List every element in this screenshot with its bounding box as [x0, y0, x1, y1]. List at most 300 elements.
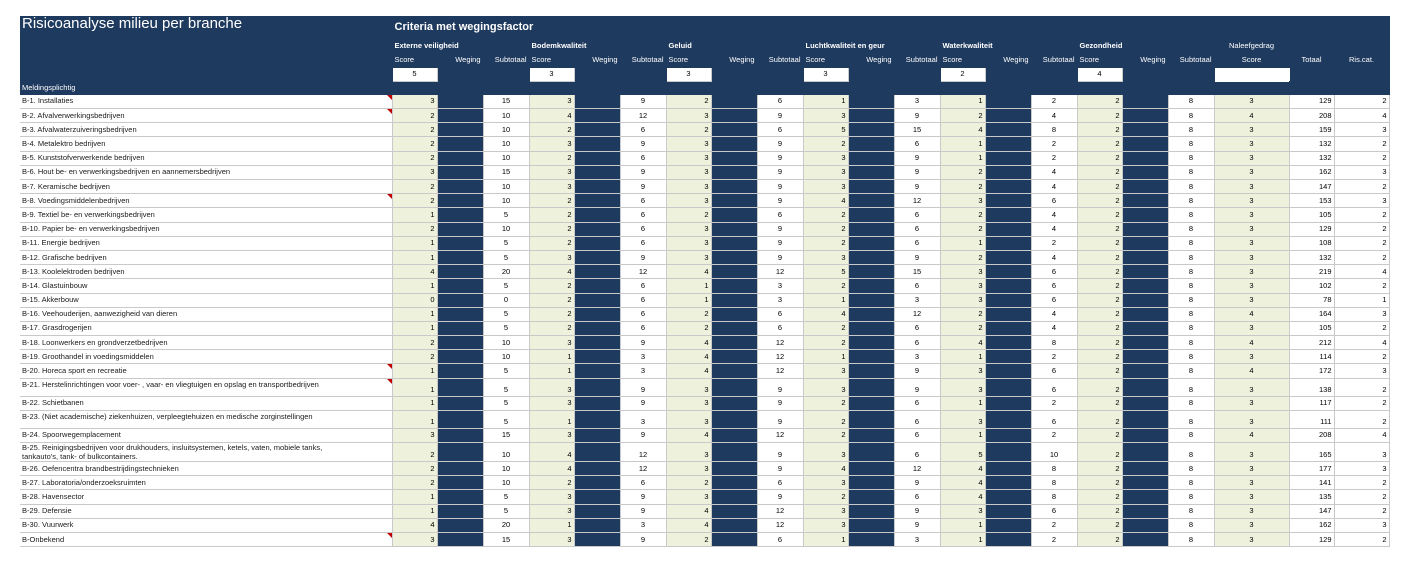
subtotaal-cell[interactable]: 6 [1031, 364, 1077, 378]
riscat-cell[interactable]: 4 [1334, 109, 1389, 123]
score-cell[interactable]: 3 [666, 462, 711, 476]
subtotaal-cell[interactable]: 6 [1031, 410, 1077, 428]
score-cell[interactable]: 3 [940, 364, 985, 378]
score-cell[interactable]: 2 [392, 137, 437, 151]
subtotaal-cell[interactable]: 12 [757, 428, 803, 442]
score-cell[interactable]: 2 [1077, 462, 1122, 476]
naleefgedrag-score-cell[interactable]: 3 [1214, 208, 1289, 222]
score-cell[interactable]: 3 [666, 396, 711, 410]
score-cell[interactable]: 2 [529, 307, 574, 321]
score-cell[interactable]: 3 [803, 476, 848, 490]
riscat-cell[interactable]: 2 [1334, 222, 1389, 236]
score-cell[interactable]: 1 [392, 250, 437, 264]
branch-name[interactable] [20, 94, 392, 108]
score-cell[interactable]: 2 [1077, 123, 1122, 137]
score-cell[interactable]: 1 [803, 94, 848, 108]
subtotaal-cell[interactable]: 8 [1168, 350, 1214, 364]
score-cell[interactable]: 4 [529, 109, 574, 123]
score-cell[interactable]: 2 [666, 94, 711, 108]
subtotaal-cell[interactable]: 9 [757, 194, 803, 208]
score-cell[interactable]: 1 [392, 410, 437, 428]
riscat-cell[interactable]: 2 [1334, 476, 1389, 490]
subtotaal-cell[interactable]: 9 [757, 443, 803, 462]
score-cell[interactable]: 1 [392, 378, 437, 396]
subtotaal-cell[interactable]: 6 [1031, 378, 1077, 396]
subtotaal-cell[interactable]: 3 [757, 293, 803, 307]
totaal-cell[interactable]: 212 [1289, 336, 1334, 350]
subtotaal-cell[interactable]: 8 [1168, 504, 1214, 518]
score-cell[interactable]: 3 [529, 504, 574, 518]
subtotaal-cell[interactable]: 4 [1031, 165, 1077, 179]
subtotaal-cell[interactable]: 2 [1031, 350, 1077, 364]
score-cell[interactable]: 2 [1077, 109, 1122, 123]
subtotaal-cell[interactable]: 6 [620, 123, 666, 137]
riscat-cell[interactable]: 4 [1334, 428, 1389, 442]
score-cell[interactable]: 2 [529, 321, 574, 335]
subtotaal-cell[interactable]: 12 [894, 307, 940, 321]
riscat-cell[interactable]: 2 [1334, 504, 1389, 518]
score-cell[interactable]: 0 [392, 293, 437, 307]
riscat-cell[interactable]: 2 [1334, 396, 1389, 410]
score-cell[interactable]: 4 [940, 123, 985, 137]
score-cell[interactable]: 2 [803, 490, 848, 504]
subtotaal-cell[interactable]: 6 [757, 307, 803, 321]
subtotaal-cell[interactable]: 9 [620, 504, 666, 518]
subtotaal-cell[interactable]: 10 [483, 443, 529, 462]
score-cell[interactable]: 3 [666, 443, 711, 462]
subtotaal-cell[interactable]: 9 [757, 250, 803, 264]
subtotaal-cell[interactable]: 10 [483, 336, 529, 350]
riscat-cell[interactable]: 4 [1334, 265, 1389, 279]
riscat-cell[interactable]: 2 [1334, 279, 1389, 293]
riscat-cell[interactable]: 2 [1334, 490, 1389, 504]
subtotaal-cell[interactable]: 9 [620, 532, 666, 546]
score-cell[interactable]: 1 [529, 350, 574, 364]
subtotaal-cell[interactable]: 8 [1031, 462, 1077, 476]
riscat-cell[interactable]: 3 [1334, 194, 1389, 208]
score-cell[interactable]: 3 [940, 194, 985, 208]
score-cell[interactable]: 4 [666, 265, 711, 279]
subtotaal-cell[interactable]: 6 [1031, 265, 1077, 279]
totaal-cell[interactable]: 132 [1289, 250, 1334, 264]
riscat-cell[interactable]: 4 [1334, 336, 1389, 350]
totaal-cell[interactable]: 162 [1289, 518, 1334, 532]
score-cell[interactable]: 3 [392, 532, 437, 546]
naleefgedrag-score-cell[interactable]: 3 [1214, 123, 1289, 137]
branch-name[interactable] [20, 321, 392, 335]
score-cell[interactable]: 3 [529, 165, 574, 179]
score-cell[interactable]: 2 [392, 222, 437, 236]
subtotaal-cell[interactable]: 8 [1168, 293, 1214, 307]
naleefgedrag-score-cell[interactable]: 3 [1214, 279, 1289, 293]
riscat-cell[interactable]: 2 [1334, 378, 1389, 396]
score-cell[interactable]: 3 [940, 410, 985, 428]
score-cell[interactable]: 3 [803, 443, 848, 462]
subtotaal-cell[interactable]: 12 [757, 504, 803, 518]
subtotaal-cell[interactable]: 5 [483, 236, 529, 250]
score-cell[interactable]: 2 [1077, 428, 1122, 442]
score-cell[interactable]: 3 [529, 137, 574, 151]
naleefgedrag-score-cell[interactable]: 3 [1214, 265, 1289, 279]
subtotaal-cell[interactable]: 8 [1031, 123, 1077, 137]
subtotaal-cell[interactable]: 4 [1031, 222, 1077, 236]
subtotaal-cell[interactable]: 3 [620, 410, 666, 428]
score-cell[interactable]: 3 [666, 137, 711, 151]
subtotaal-cell[interactable]: 8 [1168, 94, 1214, 108]
subtotaal-cell[interactable]: 9 [757, 410, 803, 428]
score-cell[interactable]: 2 [940, 208, 985, 222]
totaal-cell[interactable]: 141 [1289, 476, 1334, 490]
subtotaal-cell[interactable]: 6 [894, 396, 940, 410]
subtotaal-cell[interactable]: 3 [620, 350, 666, 364]
score-cell[interactable]: 2 [803, 396, 848, 410]
totaal-cell[interactable]: 108 [1289, 236, 1334, 250]
subtotaal-cell[interactable]: 0 [483, 293, 529, 307]
subtotaal-cell[interactable]: 8 [1168, 250, 1214, 264]
riscat-cell[interactable]: 3 [1334, 518, 1389, 532]
riscat-cell[interactable]: 2 [1334, 137, 1389, 151]
totaal-cell[interactable]: 129 [1289, 532, 1334, 546]
subtotaal-cell[interactable]: 10 [483, 180, 529, 194]
subtotaal-cell[interactable]: 9 [757, 165, 803, 179]
subtotaal-cell[interactable]: 8 [1031, 336, 1077, 350]
subtotaal-cell[interactable]: 4 [1031, 180, 1077, 194]
naleefgedrag-score-cell[interactable]: 3 [1214, 137, 1289, 151]
subtotaal-cell[interactable]: 8 [1168, 180, 1214, 194]
score-cell[interactable]: 5 [940, 443, 985, 462]
score-cell[interactable]: 4 [529, 443, 574, 462]
score-cell[interactable]: 2 [1077, 476, 1122, 490]
score-cell[interactable]: 3 [666, 194, 711, 208]
subtotaal-cell[interactable]: 6 [1031, 504, 1077, 518]
score-cell[interactable]: 2 [1077, 151, 1122, 165]
subtotaal-cell[interactable]: 9 [757, 462, 803, 476]
subtotaal-cell[interactable]: 12 [620, 443, 666, 462]
score-cell[interactable]: 2 [1077, 321, 1122, 335]
score-cell[interactable]: 1 [666, 279, 711, 293]
subtotaal-cell[interactable]: 10 [483, 476, 529, 490]
subtotaal-cell[interactable]: 4 [1031, 321, 1077, 335]
branch-name[interactable] [20, 293, 392, 307]
score-cell[interactable]: 1 [940, 137, 985, 151]
score-cell[interactable]: 2 [1077, 307, 1122, 321]
score-cell[interactable]: 2 [666, 532, 711, 546]
branch-name[interactable] [20, 250, 392, 264]
subtotaal-cell[interactable]: 10 [483, 194, 529, 208]
score-cell[interactable]: 3 [940, 279, 985, 293]
totaal-cell[interactable]: 105 [1289, 321, 1334, 335]
naleefgedrag-score-cell[interactable]: 4 [1214, 307, 1289, 321]
subtotaal-cell[interactable]: 8 [1031, 476, 1077, 490]
branch-name[interactable] [20, 364, 392, 378]
naleefgedrag-score-cell[interactable]: 3 [1214, 165, 1289, 179]
subtotaal-cell[interactable]: 15 [894, 265, 940, 279]
subtotaal-cell[interactable]: 4 [1031, 250, 1077, 264]
naleefgedrag-score-cell[interactable]: 3 [1214, 151, 1289, 165]
score-cell[interactable]: 2 [940, 165, 985, 179]
totaal-cell[interactable]: 162 [1289, 165, 1334, 179]
subtotaal-cell[interactable]: 15 [483, 428, 529, 442]
score-cell[interactable]: 1 [940, 518, 985, 532]
subtotaal-cell[interactable]: 9 [894, 165, 940, 179]
score-cell[interactable]: 2 [392, 180, 437, 194]
score-cell[interactable]: 1 [392, 279, 437, 293]
naleefgedrag-score-cell[interactable]: 3 [1214, 194, 1289, 208]
score-cell[interactable]: 4 [392, 518, 437, 532]
subtotaal-cell[interactable]: 12 [757, 265, 803, 279]
score-cell[interactable]: 2 [1077, 165, 1122, 179]
score-cell[interactable]: 1 [392, 490, 437, 504]
subtotaal-cell[interactable]: 9 [757, 151, 803, 165]
branch-name[interactable] [20, 504, 392, 518]
score-cell[interactable]: 2 [803, 208, 848, 222]
score-cell[interactable]: 2 [1077, 194, 1122, 208]
subtotaal-cell[interactable]: 6 [620, 151, 666, 165]
score-cell[interactable]: 3 [666, 180, 711, 194]
subtotaal-cell[interactable]: 9 [894, 504, 940, 518]
subtotaal-cell[interactable]: 6 [894, 279, 940, 293]
riscat-cell[interactable]: 2 [1334, 236, 1389, 250]
score-cell[interactable]: 1 [940, 396, 985, 410]
subtotaal-cell[interactable]: 6 [757, 476, 803, 490]
score-cell[interactable]: 3 [529, 94, 574, 108]
subtotaal-cell[interactable]: 8 [1168, 378, 1214, 396]
subtotaal-cell[interactable]: 12 [757, 518, 803, 532]
subtotaal-cell[interactable]: 8 [1168, 194, 1214, 208]
branch-name[interactable] [20, 336, 392, 350]
subtotaal-cell[interactable]: 8 [1031, 490, 1077, 504]
subtotaal-cell[interactable]: 4 [1031, 307, 1077, 321]
branch-name[interactable] [20, 476, 392, 490]
subtotaal-cell[interactable]: 8 [1168, 165, 1214, 179]
score-cell[interactable]: 2 [940, 321, 985, 335]
naleefgedrag-score-cell[interactable]: 3 [1214, 443, 1289, 462]
score-cell[interactable]: 2 [1077, 94, 1122, 108]
score-cell[interactable]: 2 [1077, 396, 1122, 410]
riscat-cell[interactable]: 2 [1334, 532, 1389, 546]
subtotaal-cell[interactable]: 8 [1168, 532, 1214, 546]
totaal-cell[interactable]: 153 [1289, 194, 1334, 208]
subtotaal-cell[interactable]: 10 [483, 222, 529, 236]
subtotaal-cell[interactable]: 12 [757, 350, 803, 364]
totaal-cell[interactable]: 111 [1289, 410, 1334, 428]
subtotaal-cell[interactable]: 8 [1168, 462, 1214, 476]
score-cell[interactable]: 4 [940, 336, 985, 350]
subtotaal-cell[interactable]: 6 [620, 279, 666, 293]
score-cell[interactable]: 2 [1077, 336, 1122, 350]
score-cell[interactable]: 1 [803, 293, 848, 307]
subtotaal-cell[interactable]: 9 [757, 222, 803, 236]
subtotaal-cell[interactable]: 4 [1031, 208, 1077, 222]
score-cell[interactable]: 2 [1077, 279, 1122, 293]
totaal-cell[interactable]: 208 [1289, 428, 1334, 442]
subtotaal-cell[interactable]: 9 [757, 378, 803, 396]
score-cell[interactable]: 3 [803, 151, 848, 165]
subtotaal-cell[interactable]: 6 [894, 490, 940, 504]
score-cell[interactable]: 2 [529, 123, 574, 137]
score-cell[interactable]: 4 [803, 307, 848, 321]
subtotaal-cell[interactable]: 6 [620, 194, 666, 208]
subtotaal-cell[interactable]: 9 [894, 378, 940, 396]
naleefgedrag-score-cell[interactable]: 4 [1214, 336, 1289, 350]
subtotaal-cell[interactable]: 9 [894, 250, 940, 264]
score-cell[interactable]: 2 [666, 476, 711, 490]
score-cell[interactable]: 2 [940, 109, 985, 123]
score-cell[interactable]: 2 [1077, 504, 1122, 518]
score-cell[interactable]: 3 [803, 504, 848, 518]
subtotaal-cell[interactable]: 8 [1168, 321, 1214, 335]
riscat-cell[interactable]: 3 [1334, 364, 1389, 378]
branch-name[interactable] [20, 428, 392, 442]
score-cell[interactable]: 3 [803, 165, 848, 179]
score-cell[interactable]: 1 [392, 307, 437, 321]
score-cell[interactable]: 4 [529, 265, 574, 279]
subtotaal-cell[interactable]: 9 [757, 109, 803, 123]
riscat-cell[interactable]: 2 [1334, 151, 1389, 165]
subtotaal-cell[interactable]: 8 [1168, 336, 1214, 350]
naleefgedrag-score-cell[interactable]: 3 [1214, 504, 1289, 518]
subtotaal-cell[interactable]: 5 [483, 250, 529, 264]
subtotaal-cell[interactable]: 10 [483, 137, 529, 151]
subtotaal-cell[interactable]: 12 [757, 336, 803, 350]
subtotaal-cell[interactable]: 8 [1168, 476, 1214, 490]
subtotaal-cell[interactable]: 8 [1168, 279, 1214, 293]
subtotaal-cell[interactable]: 20 [483, 265, 529, 279]
score-cell[interactable]: 4 [940, 462, 985, 476]
subtotaal-cell[interactable]: 6 [620, 476, 666, 490]
branch-name[interactable] [20, 490, 392, 504]
subtotaal-cell[interactable]: 6 [894, 443, 940, 462]
totaal-cell[interactable]: 117 [1289, 396, 1334, 410]
score-cell[interactable]: 4 [529, 462, 574, 476]
naleefgedrag-score-cell[interactable]: 3 [1214, 518, 1289, 532]
score-cell[interactable]: 4 [392, 265, 437, 279]
naleefgedrag-score-cell[interactable]: 3 [1214, 490, 1289, 504]
subtotaal-cell[interactable]: 9 [620, 428, 666, 442]
branch-name[interactable] [20, 123, 392, 137]
branch-name[interactable] [20, 236, 392, 250]
subtotaal-cell[interactable]: 10 [483, 109, 529, 123]
score-cell[interactable]: 1 [940, 428, 985, 442]
branch-name[interactable] [20, 443, 392, 462]
subtotaal-cell[interactable]: 10 [483, 350, 529, 364]
score-cell[interactable]: 3 [529, 180, 574, 194]
score-cell[interactable]: 2 [392, 336, 437, 350]
subtotaal-cell[interactable]: 15 [894, 123, 940, 137]
subtotaal-cell[interactable]: 2 [1031, 518, 1077, 532]
subtotaal-cell[interactable]: 5 [483, 279, 529, 293]
branch-name[interactable] [20, 279, 392, 293]
riscat-cell[interactable]: 3 [1334, 462, 1389, 476]
subtotaal-cell[interactable]: 8 [1168, 410, 1214, 428]
subtotaal-cell[interactable]: 12 [757, 364, 803, 378]
subtotaal-cell[interactable]: 6 [894, 321, 940, 335]
score-cell[interactable]: 2 [1077, 443, 1122, 462]
score-cell[interactable]: 2 [803, 321, 848, 335]
subtotaal-cell[interactable]: 10 [1031, 443, 1077, 462]
score-cell[interactable]: 4 [803, 462, 848, 476]
score-cell[interactable]: 1 [392, 208, 437, 222]
naleefgedrag-score-cell[interactable]: 3 [1214, 236, 1289, 250]
score-cell[interactable]: 2 [1077, 532, 1122, 546]
subtotaal-cell[interactable]: 9 [620, 180, 666, 194]
score-cell[interactable]: 2 [1077, 293, 1122, 307]
subtotaal-cell[interactable]: 9 [757, 396, 803, 410]
subtotaal-cell[interactable]: 5 [483, 208, 529, 222]
totaal-cell[interactable]: 164 [1289, 307, 1334, 321]
score-cell[interactable]: 2 [392, 462, 437, 476]
score-cell[interactable]: 2 [1077, 222, 1122, 236]
score-cell[interactable]: 3 [803, 109, 848, 123]
score-cell[interactable]: 3 [803, 180, 848, 194]
riscat-cell[interactable]: 2 [1334, 94, 1389, 108]
totaal-cell[interactable]: 219 [1289, 265, 1334, 279]
subtotaal-cell[interactable]: 6 [894, 428, 940, 442]
score-cell[interactable]: 3 [666, 410, 711, 428]
subtotaal-cell[interactable]: 10 [483, 151, 529, 165]
subtotaal-cell[interactable]: 6 [620, 236, 666, 250]
subtotaal-cell[interactable]: 8 [1168, 123, 1214, 137]
score-cell[interactable]: 2 [803, 279, 848, 293]
score-cell[interactable]: 3 [940, 265, 985, 279]
subtotaal-cell[interactable]: 6 [757, 321, 803, 335]
subtotaal-cell[interactable]: 8 [1168, 236, 1214, 250]
score-cell[interactable]: 2 [1077, 180, 1122, 194]
subtotaal-cell[interactable]: 9 [757, 490, 803, 504]
score-cell[interactable]: 3 [803, 364, 848, 378]
subtotaal-cell[interactable]: 5 [483, 307, 529, 321]
totaal-cell[interactable]: 147 [1289, 504, 1334, 518]
score-cell[interactable]: 5 [803, 265, 848, 279]
score-cell[interactable]: 2 [529, 293, 574, 307]
score-cell[interactable]: 2 [529, 194, 574, 208]
score-cell[interactable]: 1 [392, 321, 437, 335]
score-cell[interactable]: 2 [940, 180, 985, 194]
subtotaal-cell[interactable]: 8 [1168, 151, 1214, 165]
branch-name[interactable] [20, 350, 392, 364]
branch-name[interactable] [20, 180, 392, 194]
naleefgedrag-score-cell[interactable]: 3 [1214, 532, 1289, 546]
score-cell[interactable]: 3 [529, 250, 574, 264]
naleefgedrag-score-cell[interactable]: 3 [1214, 476, 1289, 490]
score-cell[interactable]: 3 [940, 378, 985, 396]
subtotaal-cell[interactable]: 3 [620, 518, 666, 532]
subtotaal-cell[interactable]: 6 [894, 410, 940, 428]
naleefgedrag-score-cell[interactable]: 3 [1214, 396, 1289, 410]
riscat-cell[interactable]: 3 [1334, 443, 1389, 462]
subtotaal-cell[interactable]: 5 [483, 378, 529, 396]
score-cell[interactable]: 3 [666, 236, 711, 250]
subtotaal-cell[interactable]: 3 [894, 350, 940, 364]
subtotaal-cell[interactable]: 8 [1168, 364, 1214, 378]
subtotaal-cell[interactable]: 9 [620, 250, 666, 264]
subtotaal-cell[interactable]: 2 [1031, 94, 1077, 108]
subtotaal-cell[interactable]: 12 [894, 462, 940, 476]
score-cell[interactable]: 1 [803, 532, 848, 546]
subtotaal-cell[interactable]: 5 [483, 364, 529, 378]
totaal-cell[interactable]: 165 [1289, 443, 1334, 462]
naleefgedrag-score-cell[interactable]: 3 [1214, 180, 1289, 194]
score-cell[interactable]: 2 [940, 250, 985, 264]
score-cell[interactable]: 2 [666, 321, 711, 335]
score-cell[interactable]: 2 [392, 109, 437, 123]
subtotaal-cell[interactable]: 6 [1031, 194, 1077, 208]
subtotaal-cell[interactable]: 9 [620, 490, 666, 504]
score-cell[interactable]: 2 [666, 307, 711, 321]
subtotaal-cell[interactable]: 6 [620, 222, 666, 236]
subtotaal-cell[interactable]: 2 [1031, 151, 1077, 165]
branch-name[interactable] [20, 137, 392, 151]
